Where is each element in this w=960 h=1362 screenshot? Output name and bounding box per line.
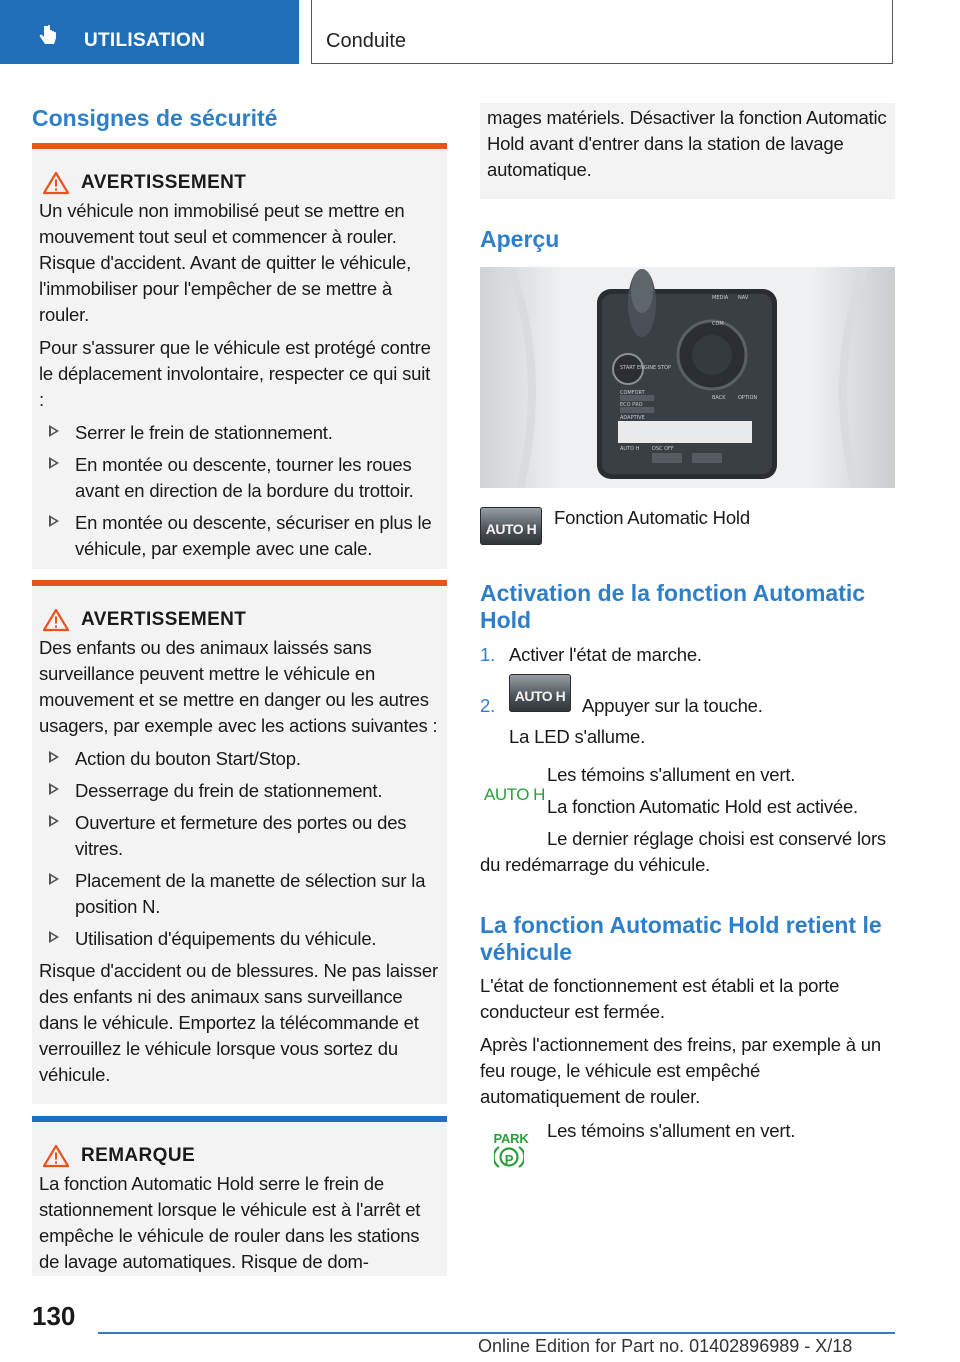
console-label-nav: NAV [738,295,749,301]
auto-h-button-icon: AUTO H [509,674,571,712]
section-label: Conduite [326,30,407,52]
warning-box-2 [32,580,447,1104]
console-label-ecopro: ECO PRO [620,402,643,408]
retain-text: L'état de fonctionnement est établi et la porte conducteur est fermée. [480,975,840,1022]
list-item: En montée ou descente, tourner les roues avant en direction de la bordure du trottoir. [39,452,439,504]
console-label-back: BACK [712,395,726,401]
step-number: 2. [480,695,496,716]
overview-heading: Aperçu [480,226,560,252]
console-label-media: MEDIA [712,295,729,301]
warning-bar [32,143,447,149]
step-text: Activer l'état de marche. [509,644,702,665]
warning-list [39,746,439,952]
warning-title [39,605,439,635]
console-label-option: OPTION [738,395,758,401]
note-text: mages matériels. Désactiver la fonction Automatic Hold avant d'entrer dans la station de lavage automatique. [487,107,887,180]
auto-h-button-icon: AUTO H [480,507,542,545]
note-text: La fonction Automatic Hold serre le frein de stationnement lorsque le véhicule est à l'arrêt et empêche le véhicule de rouler dans les stations de lavage automatiques. Risque de dom- [39,1173,421,1272]
list-item: En montée ou descente, sécuriser en plus le véhicule, par exemple avec une cale. [39,510,439,562]
console-label-com: COM [712,321,724,327]
park-indicator-block [480,1118,895,1178]
note-box [32,1116,447,1276]
warning-text: Des enfants ou des animaux laissés sans surveillance peuvent mettre le véhicule en mouvement et se mettre en danger ou les autres usagers, par exemple avec les actions suivantes : [39,637,438,736]
note-box-continued [480,103,895,199]
warning-bar [32,580,447,586]
section-header [311,0,893,64]
warning-text: Risque d'accident ou de blessures. Ne pas laisser des enfants ni des animaux sans surveillance dans le véhicule. Emportez la télécommande et verrouillez le véhicule lorsque vous sortez du véhicule. [39,960,438,1085]
warning-title [39,168,439,198]
hand-pointer-icon [36,24,60,48]
note-heading: REMARQUE [81,1145,196,1166]
indicator-text: Les témoins s'allument en vert. [547,764,796,785]
warning-heading: AVERTISSEMENT [81,172,247,193]
park-label: PARK [493,1131,529,1146]
warning-text: Pour s'assurer que le véhicule est protégé contre le déplacement involontaire, respecter ce qui suit : [39,337,431,410]
list-item: Utilisation d'équipements du véhicule. [39,926,439,952]
step-text: Appuyer sur la touche. [582,695,763,716]
chapter-tab[interactable] [0,0,299,64]
warning-triangle-icon [43,1144,69,1168]
safety-heading: Consignes de sécurité [32,105,278,131]
activation-heading: Activation de la fonction Automatic Hold [480,580,866,633]
auto-h-indicator-icon: AUTO H [484,785,545,804]
note-title [39,1141,439,1171]
led-text: La LED s'allume. [509,726,646,747]
list-item: Action du bouton Start/Stop. [39,746,439,772]
park-brake-icon: P [496,1144,522,1170]
warning-text: Un véhicule non immobilisé peut se mettre en mouvement tout seul et commencer à rouler. Risque d'accident. Avant de quitter le véhicule, l'immobiliser pour l'empêcher de se mettre à rouler. [39,200,412,325]
indicator-block [480,762,895,875]
list-item: Ouverture et fermeture des portes ou des vitres. [39,810,439,862]
footer-edition: Online Edition for Part no. 01402896989 - X/18 [478,1336,853,1356]
warning-list [39,420,439,562]
console-label-comfort: COMFORT [620,390,645,396]
console-image [480,267,895,488]
page-number: 130 [32,1301,76,1331]
overview-caption: Fonction Automatic Hold [554,507,750,528]
retain-heading: La fonction Automatic Hold retient le véhicule [480,912,882,965]
console-label-autoh: AUTO H [620,446,640,452]
indicator-text: Les témoins s'allument en vert. [547,1120,796,1141]
retain-body [480,973,895,1110]
warning-triangle-icon [43,171,69,195]
warning-triangle-icon [43,608,69,632]
persist-text: Le dernier réglage choisi est conservé lors du redémarrage du véhicule. [480,828,886,875]
chapter-label: UTILISATION [84,30,206,51]
indicator-text: La fonction Automatic Hold est activée. [547,796,858,817]
footer-divider [98,1332,895,1334]
retain-text: Après l'actionnement des freins, par exemple à un feu rouge, le véhicule est empêché automatiquement de rouler. [480,1034,881,1107]
console-label-dsc: DSC OFF [652,446,674,452]
note-bar [32,1116,447,1122]
step-number: 1. [480,644,496,665]
console-label-adaptive: ADAPTIVE [620,415,645,421]
console-label-start: START ENGINE STOP [620,365,671,371]
overview-caption-row [480,507,895,549]
list-item: Serrer le frein de stationnement. [39,420,439,446]
list-item: Placement de la manette de sélection sur la position N. [39,868,439,920]
list-item: Desserrage du frein de stationnement. [39,778,439,804]
warning-box-1 [32,143,447,569]
warning-heading: AVERTISSEMENT [81,609,247,630]
